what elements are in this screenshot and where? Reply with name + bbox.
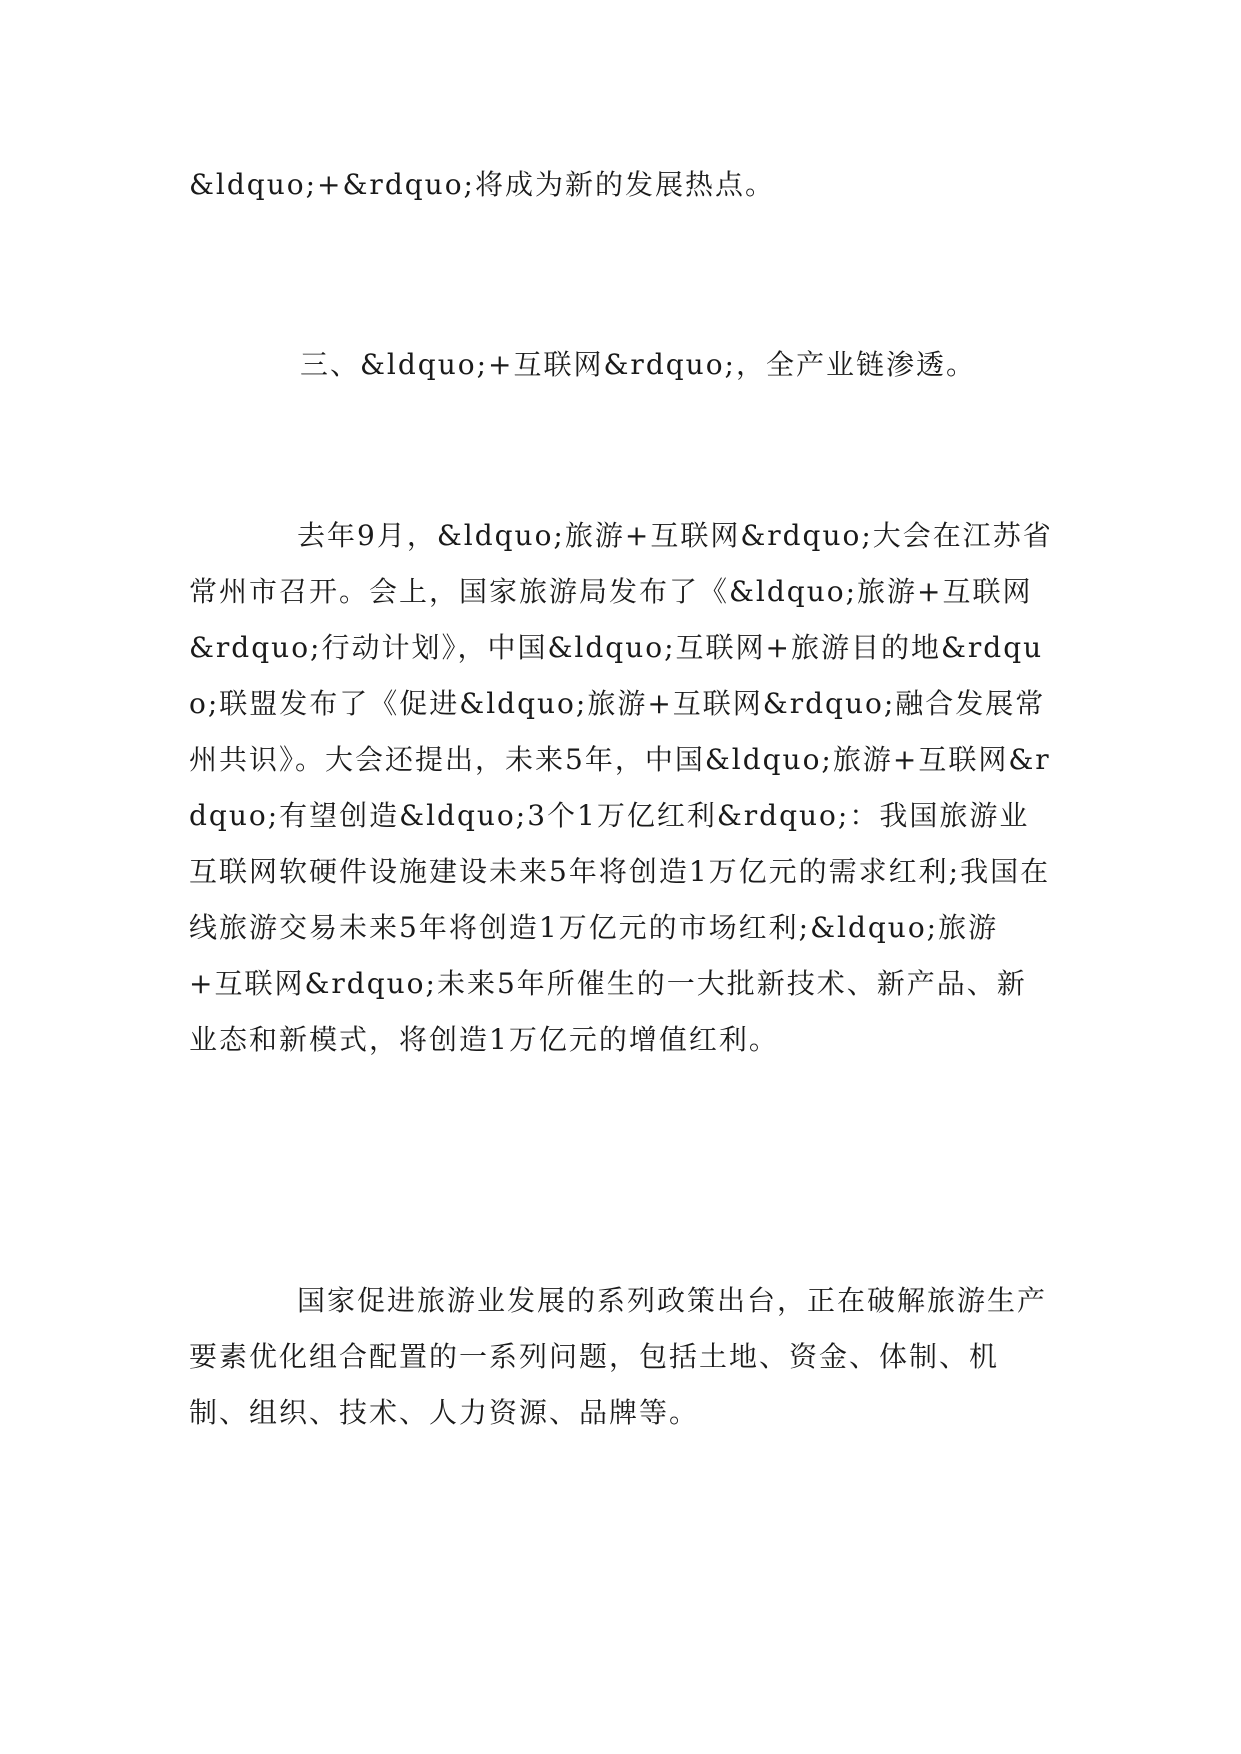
paragraph-3: 国家促进旅游业发展的系列政策出台，正在破解旅游生产要素优化组合配置的一系列问题，包括土地、资金、体制、机制、组织、技术、人力资源、品牌等。 — [189, 1284, 1048, 1429]
paragraph-1: &ldquo;+&rdquo;将成为新的发展热点。 — [189, 168, 775, 201]
paragraph-2: 去年9月，&ldquo;旅游+互联网&rdquo;大会在江苏省常州市召开。会上，国家旅游局发布了《&ldquo;旅游+互联网&rdquo;行动计划》，中国&ldquo;互联网+旅游目的地&rdquo;联盟发布了《促进&ldquo;旅游+互联网&rdquo;融合发展常州共识》。大会还提出，未来5年，中国&ldquo;旅游+互联网&rdquo;有望创造&ldquo;3个1万亿红利&rdquo;：我国旅游业互联网软硬件设施建设未来5年将创造1万亿元的需求红利;我国在线旅游交易未来5年将创造1万亿元的市场红利;&ldquo;旅游+互联网&rdquo;未来5年所催生的一大批新技术、新产品、新业态和新模式，将创造1万亿元的增值红利。 — [189, 519, 1053, 1056]
section-heading: 三、&ldquo;+互联网&rdquo;，全产业链渗透。 — [300, 348, 976, 381]
